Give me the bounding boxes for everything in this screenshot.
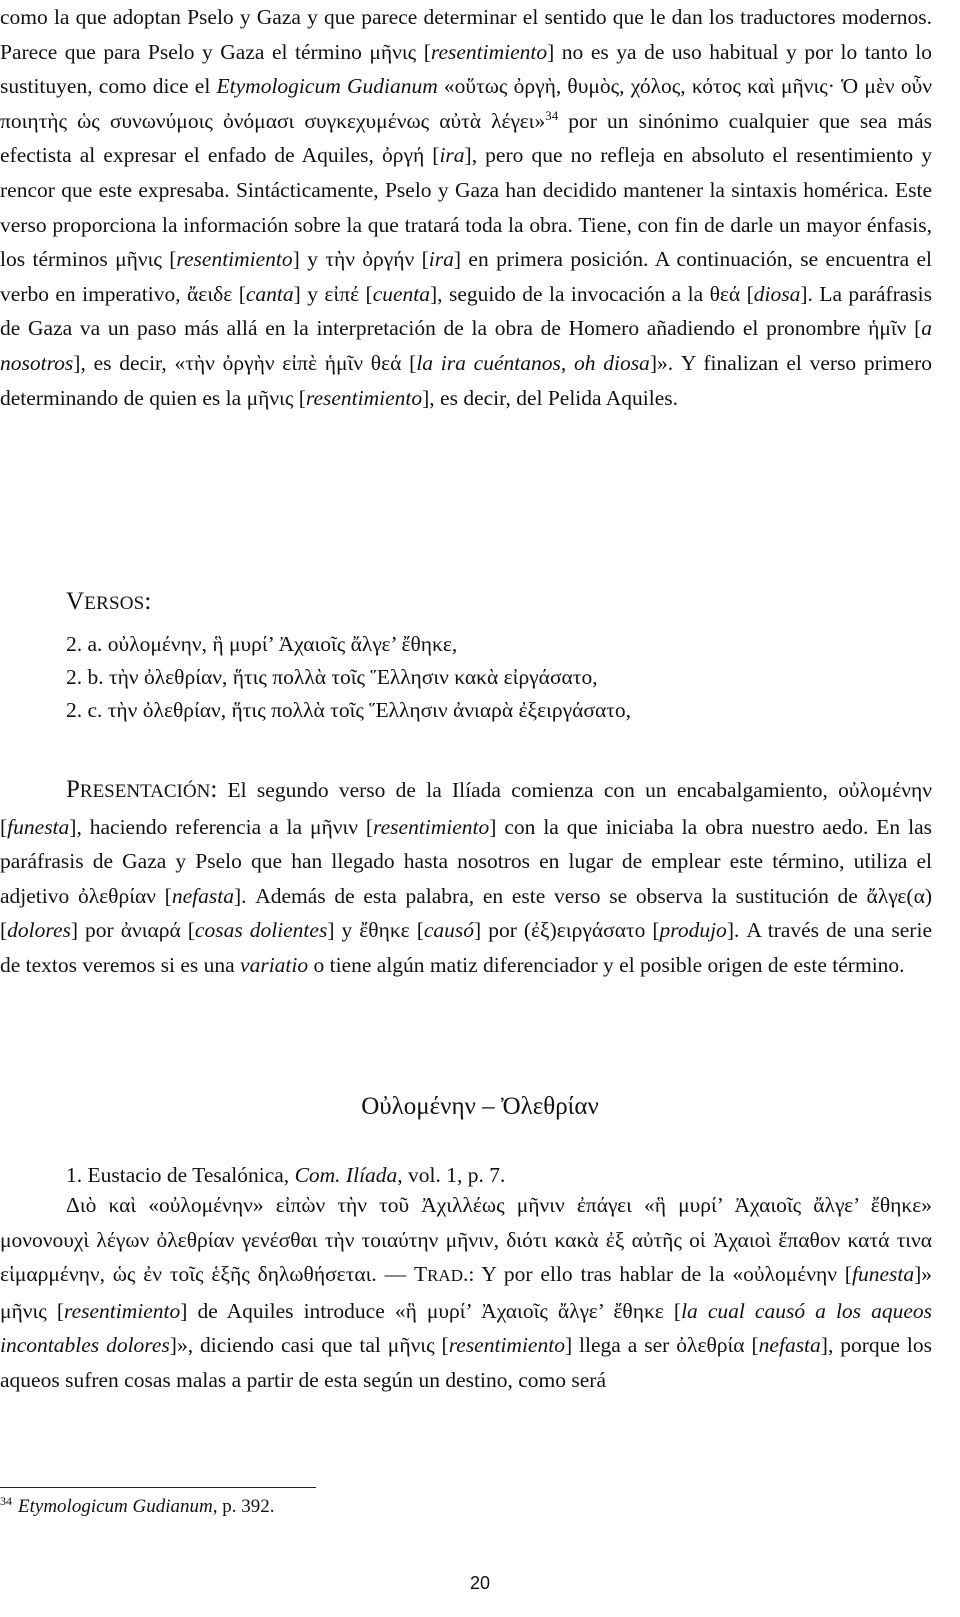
body-paragraph-3: Διὸ καὶ «οὐλομένην» εἰπὼν τὴν τοῦ Ἀχιλλέως μῆνιν ἐπάγει «ἣ μυρί’ Ἀχαιοῖς ἄλγε’ ἔθηκε» μονονουχὶ λέγων ὀλεθρίαν γενέσθαι τὴν τοιαύτην μῆνιν, διότι κακὰ ἐξ αὐτῆς οἱ Ἀχαιοὶ ἔπαθον κατά τινα εἱμαρμένην, ὡς ἐν τοῖς ἑξῆς δηλωθήσεται. — TRAD.: Y por ello tras hablar de la «οὐλομένην [funesta]» μῆνις [resentimiento] de Aquiles introduce «ἣ μυρί’ Ἀχαιοῖς ἄλγε’ ἔθηκε [la cual causó a los aqueos incontables dolores]», diciendo casi que tal μῆνις [resentimiento] llega a ser ὀλεθρία [nefasta], porque los aqueos sufren cosas malas a partir de esta según un destino, como será: [0, 1193, 933, 1392]
verse-line-2c: 2. c. τὴν ὀλεθρίαν, ἥτις πολλὰ τοῖς Ἕλλησιν ἀνιαρὰ ἐξειργάσατο,: [66, 698, 631, 722]
footnote-reference[interactable]: 34: [545, 107, 559, 123]
presentacion-paragraph: PRESENTACIÓN: El segundo verso de la Ilíada comienza con un encabalgamiento, οὐλομένην [funesta], haciendo referencia a la μῆνιν [resentimiento] con la que iniciaba la obra nuestro aedo. En las paráfrasis de Gaza y Pselo que han llegado hasta nosotros en lugar de emplear este término, utiliza el adjetivo ὀλεθρίαν [nefasta]. Además de esta palabra, en este verso se observa la sustitución de ἄλγε(α) [dolores] por ἀνιαρά [cosas dolientes] y ἔθηκε [causó] por (ἐξ)ειργάσατο [produjo]. A través de una serie de textos veremos si es una variatio o tiene algún matiz diferenciador y el posible origen de este término.: [0, 776, 932, 977]
footnote-separator: [0, 1487, 316, 1488]
verse-line-2a: 2. a. οὐλομένην, ἣ μυρί’ Ἀχαιοῖς ἄλγε’ ἔθηκε,: [66, 632, 458, 656]
page-number: 20: [469, 1573, 491, 1593]
verse-line-2b: 2. b. τὴν ὀλεθρίαν, ἥτις πολλὰ τοῖς Ἕλλησιν κακὰ εἰργάσατο,: [66, 665, 598, 689]
source-item-1: 1. Eustacio de Tesalónica, Com. Ilíada, vol. 1, p. 7.: [66, 1163, 506, 1187]
versos-heading: VERSOS:: [66, 588, 152, 615]
footnote-34: $^{34}$ Etymologicum Gudianum, p. 392.: [0, 1493, 275, 1517]
verse-list: [66, 628, 631, 727]
section-title: Οὐλομένην – Ὀλεθρίαν: [361, 1093, 599, 1120]
body-paragraph-1: como la que adoptan Pselo y Gaza y que parece determinar el sentido que le dan los traductores modernos. Parece que para Pselo y Gaza el término μῆνις [resentimiento] no es ya de uso habitual y por lo tanto lo sustituyen, como dice el Etymologicum Gudianum «οὕτως ὀργὴ, θυμὸς, χόλος, κότος καὶ μῆνις· Ὁ μὲν οὖν ποιητὴς ὡς συνωνύμοις ὀνόμασι συγκεχυμένως αὐτὰ λέγει»$^{34}$ por un sinónimo cualquier que sea más efectista al expresar el enfado de Aquiles, ὀργή [ira], pero que no refleja en absoluto el resentimiento y rencor que este expresaba. Sintácticamente, Pselo y Gaza han decidido mantener la sintaxis homérica. Este verso proporciona la información sobre la que tratará toda la obra. Tiene, con fin de darle un mayor énfasis, los términos μῆνις [resentimiento] y τὴν ὀργήν [ira] en primera posición. A continuación, se encuentra el verbo en imperativo, ἄειδε [canta] y εἰπέ [cuenta], seguido de la invocación a la θεά [diosa]. La paráfrasis de Gaza va un paso más allá en la interpretación de la obra de Homero añadiendo el pronombre ἡμῖν [a nosotros], es decir, «τὴν ὀργὴν εἰπὲ ἡμῖν θεά [la ira cuéntanos, oh diosa]». Y finalizan el verso primero determinando de quien es la μῆνις [resentimiento], es decir, del Pelida Aquiles.: [0, 5, 933, 410]
